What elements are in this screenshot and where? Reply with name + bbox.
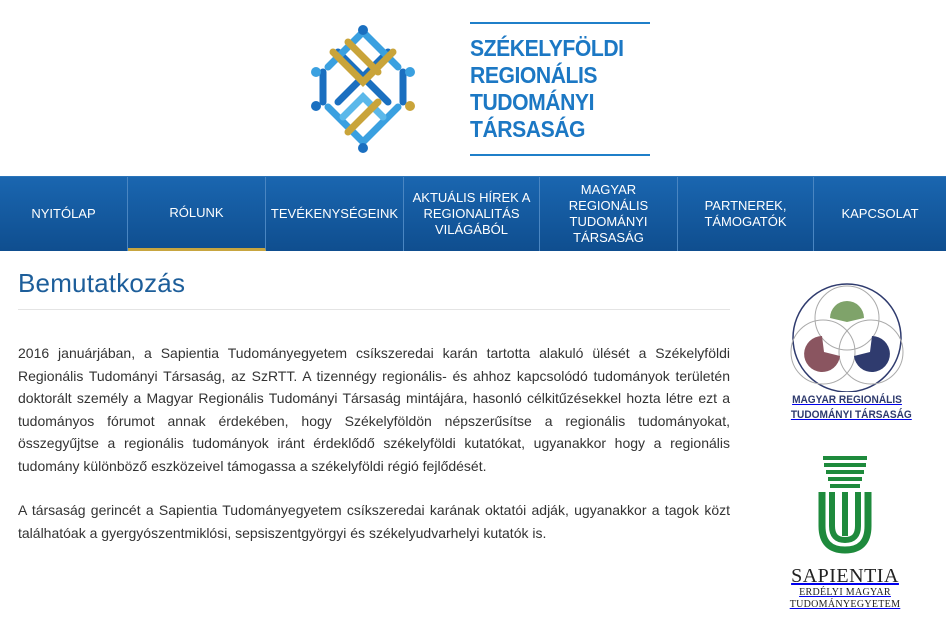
sapientia-emblem-icon <box>786 454 904 556</box>
intro-paragraph: 2016 januárjában, a Sapientia Tudományegyetem csíkszeredai karán tartotta alakuló ülését a Székelyföldi Regionális Tudományi Társaság, az SzRTT. A tizennégy regionális- és ahhoz kapcsolódó tudományok területén doktorált személy a Magyar Regionális Tudományi Társaság mintájára, hasonló célkitűzésekkel hozta létre ezt a tudományos fórumot annak érdekében, hogy Székelyföldön népszerűsítse a regionális tudományokat, összegyűjtse a regionális tudományok iránt érdeklődő székelyföldi kutatókat, ugyanakkor hogy a regionális tudomány különböző eszközeivel támogassa a székelyföldi régió fejlődését. <box>18 345 730 474</box>
nav-item-aktualis-hirek[interactable]: AKTUÁLIS HÍREK A REGIONALITÁS VILÁGÁBÓL <box>404 177 540 251</box>
main-content <box>18 268 730 544</box>
nav-item-rolunk[interactable]: RÓLUNK <box>128 177 266 251</box>
sapientia-logo-link[interactable] <box>786 454 904 610</box>
mrtt-logo-line: TUDOMÁNYI TÁRSASÁG <box>790 409 912 421</box>
members-paragraph: A társaság gerincét a Sapientia Tudományegyetem csíkszeredai karának oktatói adják, ugyanakkor a tagok közt találhatóak a gyergyószentmiklósi, sepsiszentgyörgyi és székelyudvarhelyi kutatók is. <box>18 502 730 541</box>
logo-line: REGIONÁLIS <box>470 62 598 88</box>
page-title: Bemutatkozás <box>18 268 730 310</box>
site-logo-text[interactable] <box>470 22 650 156</box>
main-nav <box>0 176 946 251</box>
nav-item-mrtt[interactable]: MAGYAR REGIONÁLIS TUDOMÁNYI TÁRSASÁG <box>540 177 678 251</box>
logo-line: TUDOMÁNYI <box>470 89 594 115</box>
sapientia-name: SAPIENTIA <box>791 565 899 587</box>
knot-logo-icon <box>308 22 418 156</box>
logo-line: TÁRSASÁG <box>470 116 586 142</box>
nav-item-nyitolap[interactable]: NYITÓLAP <box>0 177 128 251</box>
nav-item-kapcsolat[interactable]: KAPCSOLAT <box>841 206 919 221</box>
nav-item-partnerek[interactable]: PARTNEREK, TÁMOGATÓK <box>678 177 814 251</box>
sapientia-sub-line: ERDÉLYI MAGYAR <box>799 587 891 598</box>
logo-line: SZÉKELYFÖLDI <box>470 35 624 61</box>
mrtt-logo-link[interactable] <box>786 282 912 424</box>
mrtt-logo-line: MAGYAR REGIONÁLIS <box>792 394 902 406</box>
nav-item-tevekenysegeink[interactable]: TEVÉKENYSÉGEINK <box>266 177 404 251</box>
site-header <box>0 0 946 176</box>
mrtt-logo-icon <box>786 282 908 392</box>
sapientia-sub-line: TUDOMÁNYEGYETEM <box>789 599 901 610</box>
